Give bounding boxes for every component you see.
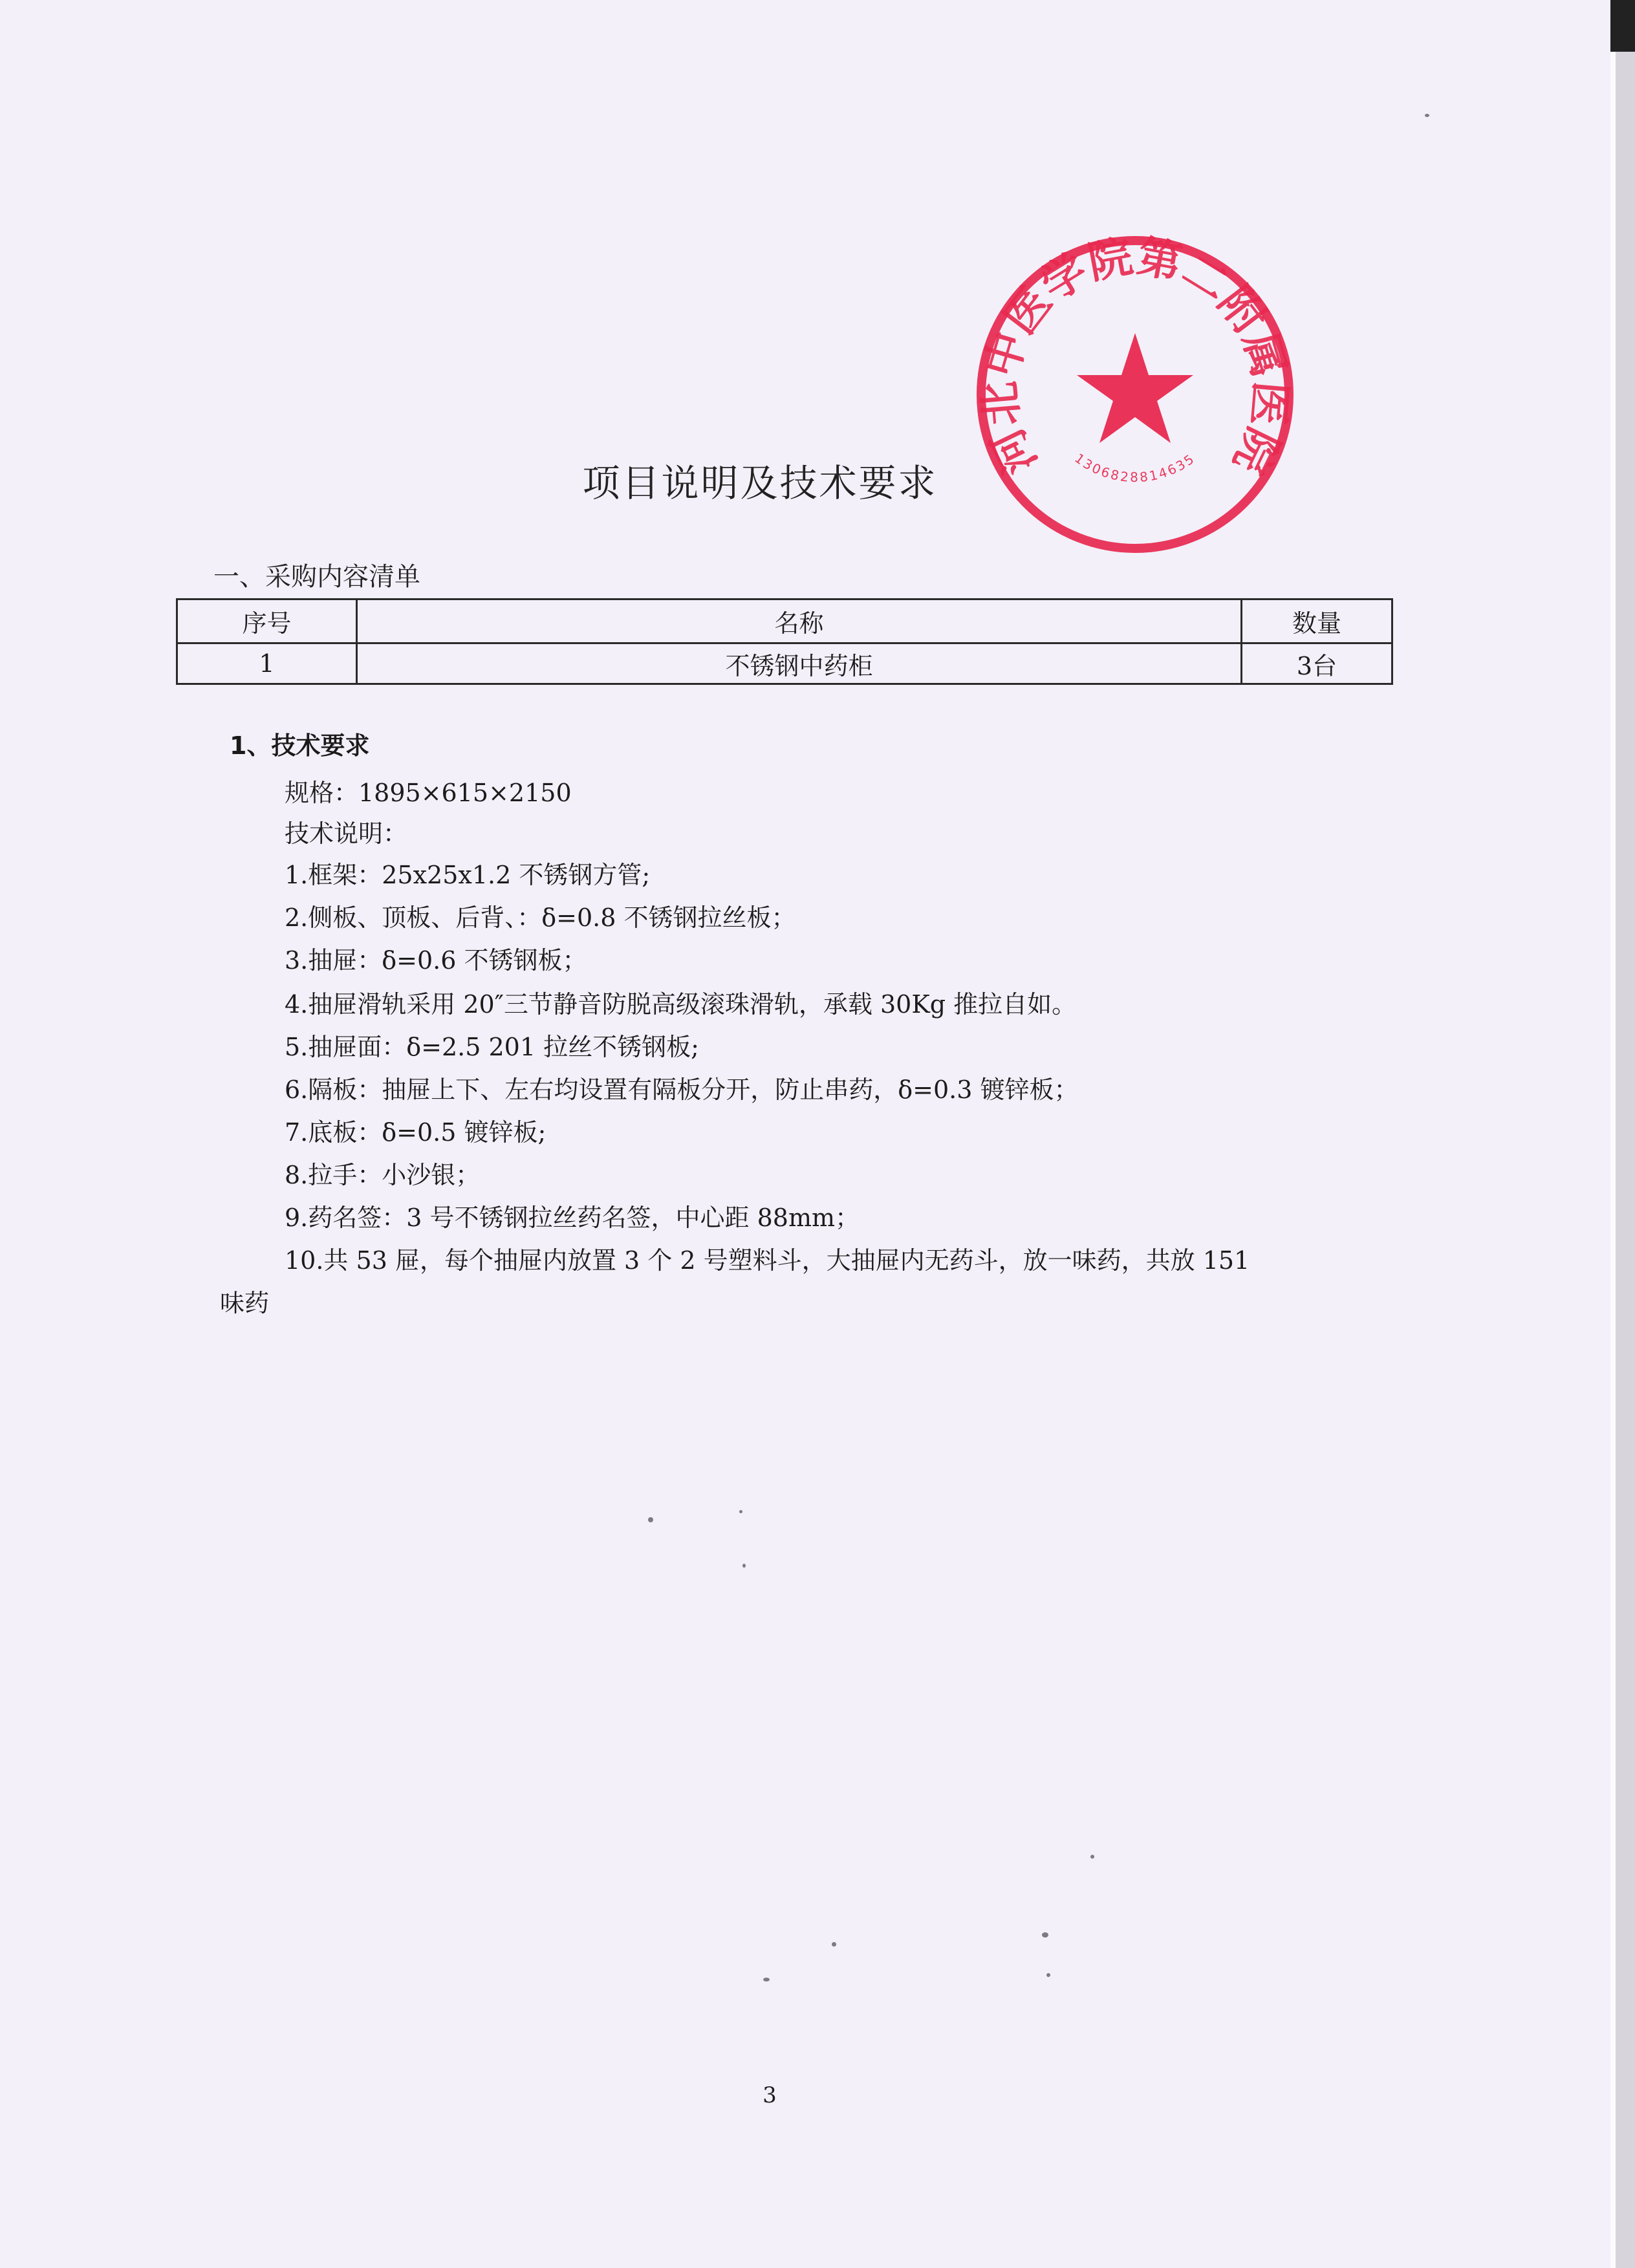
spec-line: 规格：1895×615×2150	[285, 779, 572, 807]
tech-item: 6.隔板：抽屉上下、左右均设置有隔板分开，防止串药，δ=0.3 镀锌板；	[285, 1075, 1079, 1104]
tech-item: 3.抽屉：δ=0.6 不锈钢板；	[285, 946, 587, 975]
scan-speck	[1090, 1855, 1094, 1859]
scan-speck	[1046, 1973, 1050, 1977]
procurement-table	[176, 598, 1393, 685]
seal-code: 1306828814635	[1072, 450, 1198, 485]
cell-no: 1	[177, 643, 357, 684]
official-seal	[973, 233, 1297, 556]
seal-star-icon	[1077, 333, 1193, 443]
tech-item: 10.共 53 屉，每个抽屉内放置 3 个 2 号塑料斗，大抽屉内无药斗，放一味药，共放 151	[285, 1246, 1250, 1275]
scan-speck	[832, 1942, 836, 1947]
page-title: 项目说明及技术要求	[582, 461, 938, 505]
scan-speck	[742, 1564, 746, 1568]
cell-qty: 3台	[1242, 643, 1392, 684]
header-name: 名称	[357, 599, 1242, 643]
scan-edge-mark	[1610, 0, 1635, 52]
scan-speck	[1425, 114, 1429, 117]
scan-speck	[739, 1510, 742, 1513]
scan-speck	[763, 1978, 770, 1982]
header-qty: 数量	[1242, 599, 1392, 643]
header-no: 序号	[177, 599, 357, 643]
tech-item: 5.抽屉面：δ=2.5 201 拉丝不锈钢板;	[285, 1033, 699, 1061]
tech-item-continuation: 味药	[220, 1289, 270, 1317]
tech-item: 9.药名签：3 号不锈钢拉丝药名签，中心距 88mm；	[285, 1204, 860, 1232]
desc-label: 技术说明：	[285, 819, 408, 848]
tech-item: 2.侧板、顶板、后背、：δ=0.8 不锈钢拉丝板；	[285, 903, 796, 932]
tech-item: 1.框架：25x25x1.2 不锈钢方管;	[285, 861, 651, 889]
scan-edge	[1610, 0, 1635, 2268]
page-number: 3	[763, 2082, 777, 2108]
seal-text: 河北中医学院第二附属医院	[974, 233, 1296, 482]
scan-speck	[648, 1517, 653, 1522]
scan-speck	[1042, 1932, 1048, 1938]
table-row	[177, 643, 1392, 684]
tech-item: 8.拉手：小沙银；	[285, 1161, 481, 1189]
cell-name: 不锈钢中药柜	[357, 643, 1242, 684]
tech-item: 7.底板：δ=0.5 镀锌板;	[285, 1118, 547, 1147]
section-heading: 一、采购内容清单	[213, 562, 420, 592]
tech-heading: 1、技术要求	[230, 731, 370, 760]
svg-text:1306828814635	[1072, 450, 1198, 485]
table-header-row	[177, 599, 1392, 643]
tech-item: 4.抽屉滑轨采用 20″三节静音防脱高级滚珠滑轨，承载 30Kg 推拉自如。	[285, 990, 1077, 1019]
